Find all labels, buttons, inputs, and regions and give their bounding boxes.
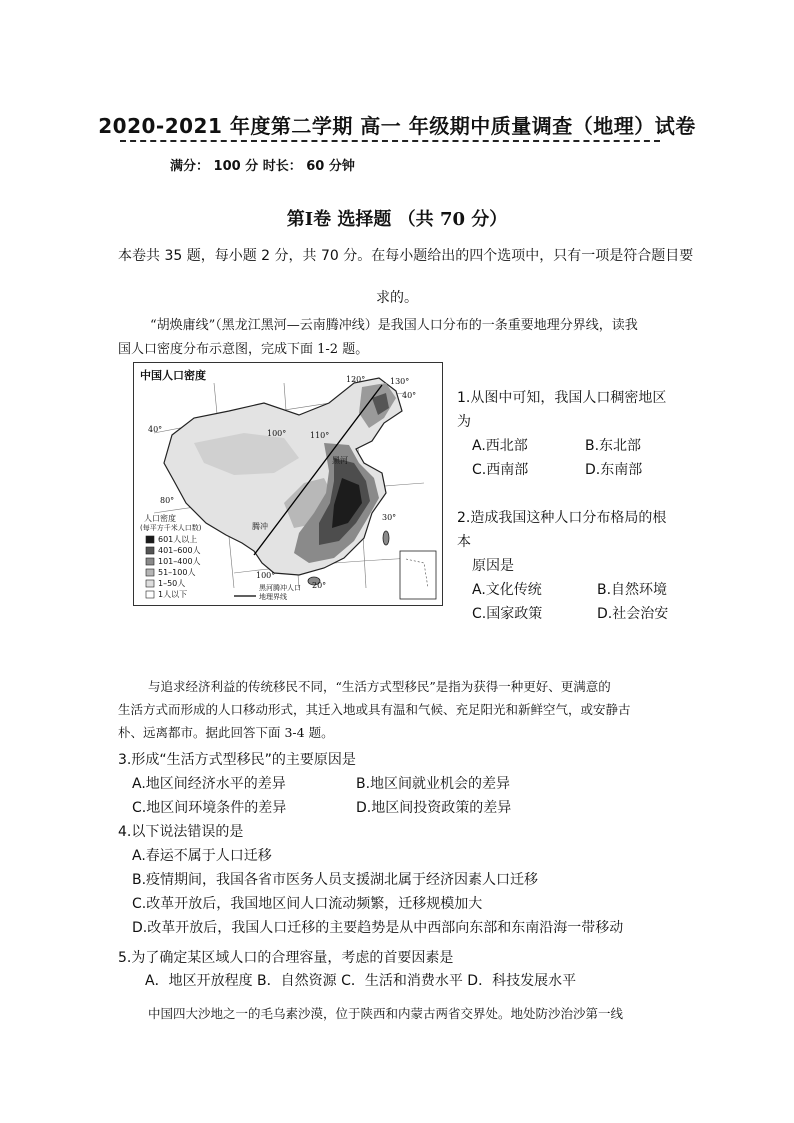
q2-stem-cont: 本: [457, 534, 471, 550]
legend-subtitle: (每平方千米人口数): [140, 524, 202, 532]
lat-label: 40°: [148, 425, 163, 434]
q3-option-a[interactable]: A.地区间经济水平的差异: [132, 776, 286, 792]
q3-stem: 3.形成“生活方式型移民”的主要原因是: [118, 752, 356, 768]
legend-label: 401–600人: [158, 546, 201, 555]
group1-intro: “胡焕庸线”（黑龙江黑河—云南腾冲线）是我国人口分布的一条重要地理分界线，读我: [150, 318, 638, 333]
lat-label: 30°: [382, 513, 397, 522]
lon-label: 130°: [390, 377, 410, 386]
q1-stem: 1.从图中可知，我国人口稠密地区: [457, 390, 667, 406]
q1-option-d[interactable]: D.东南部: [585, 462, 643, 478]
legend-label: 51–100人: [158, 568, 196, 577]
q4-option-d[interactable]: D.改革开放后，我国人口迁移的主要趋势是从中西部向东部和东南沿海一带移动: [132, 920, 624, 936]
legend-label: 1人以下: [158, 590, 188, 599]
section-title: 第Ⅰ卷 选择题 （共 70 分）: [286, 209, 508, 230]
q4-option-c[interactable]: C.改革开放后，我国地区间人口流动频繁，迁移规模加大: [132, 896, 483, 912]
legend-label: 101–400人: [158, 557, 201, 566]
group1-intro-cont: 国人口密度分布示意图，完成下面 1-2 题。: [118, 342, 369, 357]
title-divider: [120, 140, 660, 142]
q5-stem: 5.为了确定某区域人口的合理容量，考虑的首要因素是: [118, 950, 454, 966]
group2-passage: 与追求经济利益的传统移民不同，“生活方式型移民”是指为获得一种更好、更满意的: [148, 679, 611, 694]
south-china-sea-inset: [400, 551, 436, 599]
q2-stem: 2.造成我国这种人口分布格局的根: [457, 510, 667, 526]
group3-passage: 中国四大沙地之一的毛乌素沙漠，位于陕西和内蒙古两省交界处。地处防沙治沙第一线: [148, 1006, 624, 1021]
legend-label: 1–50人: [158, 579, 186, 588]
q5-options[interactable]: A．地区开放程度 B．自然资源 C．生活和消费水平 D．科技发展水平: [145, 973, 577, 989]
q4-option-a[interactable]: A.春运不属于人口迁移: [132, 848, 272, 864]
q2-option-a[interactable]: A.文化传统: [472, 582, 542, 598]
legend-line-label-2: 地理界线: [259, 593, 287, 601]
population-density-map: [133, 362, 443, 606]
group2-passage-cont: 生活方式而形成的人口移动形式，其迁入地或具有温和气候、充足阳光和新鲜空气，或安静古: [118, 702, 631, 717]
legend-title: 人口密度: [144, 514, 176, 523]
city-heihe: 黑河: [332, 456, 348, 465]
lon-label: 80°: [160, 496, 175, 505]
q4-option-b[interactable]: B.疫情期间，我国各省市医务人员支援湖北属于经济因素人口迁移: [132, 872, 539, 888]
lat-label: 40°: [402, 391, 417, 400]
q1-option-c[interactable]: C.西南部: [472, 462, 529, 478]
lon-label: 110°: [310, 431, 330, 440]
exam-title: 2020-2021 年度第二学期 高一 年级期中质量调查（地理）试卷: [98, 114, 696, 138]
q3-option-c[interactable]: C.地区间环境条件的差异: [132, 800, 287, 816]
group2-passage-cont2: 朴、远离都市。据此回答下面 3-4 题。: [118, 725, 334, 740]
q3-option-d[interactable]: D.地区间投资政策的差异: [356, 800, 512, 816]
q2-option-b[interactable]: B.自然环境: [597, 582, 668, 598]
section-instruction-cont: 求的。: [376, 290, 418, 306]
map-title: 中国人口密度: [140, 369, 206, 382]
q2-option-c[interactable]: C.国家政策: [472, 606, 543, 622]
legend-label: 601人以上: [158, 535, 198, 544]
q1-option-b[interactable]: B.东北部: [585, 438, 642, 454]
q2-stem-cont2: 原因是: [472, 558, 514, 574]
lon-label: 120°: [346, 375, 366, 384]
lon-label: 100°: [256, 571, 276, 580]
legend-swatches: [146, 536, 154, 598]
city-tengchong: 腾冲: [252, 522, 268, 531]
q2-option-d[interactable]: D.社会治安: [597, 606, 669, 622]
lat-label: 20°: [312, 581, 327, 590]
q4-stem: 4.以下说法错误的是: [118, 824, 244, 840]
lon-label: 100°: [267, 429, 287, 438]
legend-line-label: 黑河腾冲人口: [259, 584, 301, 592]
score-line: 满分： 100 分 时长： 60 分钟: [170, 159, 355, 174]
section-instruction: 本卷共 35 题，每小题 2 分，共 70 分。在每小题给出的四个选项中，只有一项是符合题目要: [118, 248, 694, 264]
q3-option-b[interactable]: B.地区间就业机会的差异: [356, 776, 511, 792]
q1-option-a[interactable]: A.西北部: [472, 438, 528, 454]
q1-stem-cont: 为: [457, 414, 471, 430]
